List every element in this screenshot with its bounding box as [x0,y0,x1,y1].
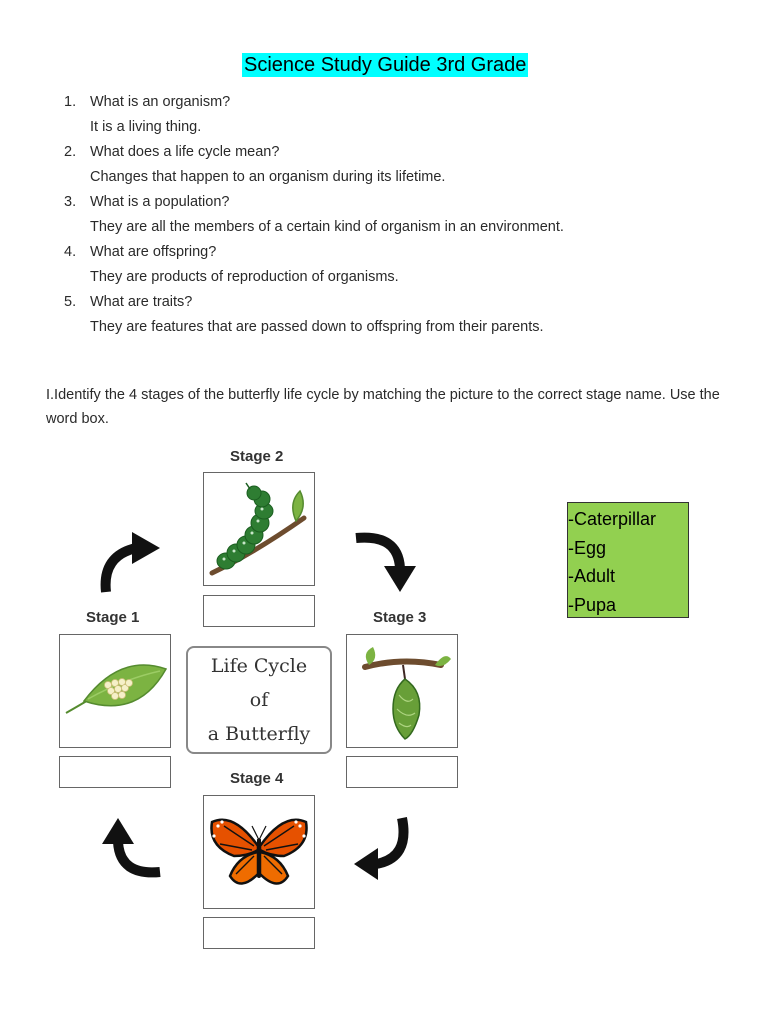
stage-3-answer-box[interactable] [346,756,458,788]
answer-text: They are products of reproduction of organisms. [90,269,399,285]
stage-4-answer-box[interactable] [203,917,315,949]
word-box-item: -Adult [568,566,616,586]
question-number: 3. [64,194,77,210]
question-number: 1. [64,94,77,110]
answer-text: They are all the members of a certain kind of organism in an environment. [90,219,564,235]
center-line-1: Life Cycle [210,655,308,677]
instructions: I.Identify the 4 stages of the butterfly life cycle by matching the picture to the correct stage name. Use the word box. [46,387,720,427]
question-number: 5. [64,294,77,310]
chrysalis-image [346,634,458,748]
question-text: What is a population? [90,194,230,210]
stage-1-answer-box[interactable] [59,756,171,788]
answer-text: Changes that happen to an organism during its lifetime. [90,169,446,185]
question-number: 4. [64,244,77,260]
question-text: What are offspring? [90,244,217,260]
question-text: What is an organism? [90,94,231,110]
word-box-item: -Pupa [568,594,617,615]
life-cycle-title-card [186,646,332,754]
arrow-up-right-icon [92,526,164,596]
question-text: What are traits? [90,294,193,310]
egg-on-leaf-image [59,634,171,748]
caterpillar-image [203,472,315,586]
word-box-item: -Egg [568,537,607,558]
stage-2-label: Stage 2 [230,448,284,465]
butterfly-image [203,795,315,909]
question-number: 2. [64,144,77,160]
stage-1-label: Stage 1 [86,609,140,626]
answer-text: They are features that are passed down to offspring from their parents. [90,319,544,335]
stage-2-answer-box[interactable] [203,595,315,627]
question-item [64,240,704,290]
word-box-item: -Caterpillar [568,509,657,529]
stage-4-label: Stage 4 [230,770,284,787]
word-box [567,502,689,618]
stage-3-label: Stage 3 [373,609,427,626]
arrow-down-left-icon [350,814,420,884]
question-text: What does a life cycle mean? [90,144,280,160]
question-item [64,190,704,240]
question-item [64,90,704,140]
question-item [64,140,704,190]
center-line-3: a Butterfly [207,723,311,745]
question-item [64,290,704,340]
arrow-down-right-icon [352,526,422,596]
answer-text: It is a living thing. [90,119,202,135]
center-line-2: of [249,689,269,711]
arrow-up-left-icon [96,814,166,884]
question-list [64,90,704,340]
page-title: Science Study Guide 3rd Grade [244,54,527,76]
